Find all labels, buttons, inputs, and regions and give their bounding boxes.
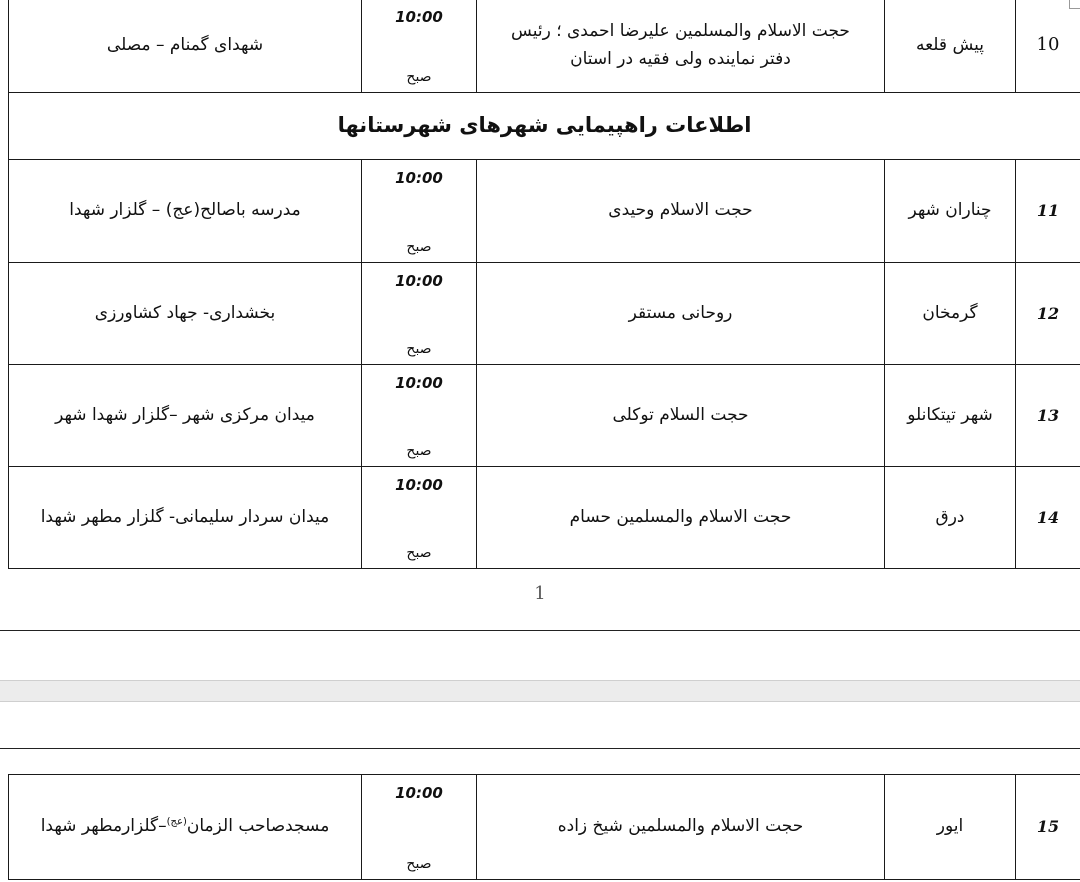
table-row xyxy=(9,263,1080,365)
city-cell: گرمخان xyxy=(885,263,1016,365)
time-value: 10:00 xyxy=(395,8,443,26)
time-cell xyxy=(362,263,477,365)
route-cell: بخشداری- جهاد کشاورزی xyxy=(9,263,362,365)
time-value: 10:00 xyxy=(395,272,443,290)
page-bottom-rule xyxy=(0,630,1080,631)
table-row xyxy=(9,0,1080,93)
time-cell xyxy=(362,365,477,467)
route-cell: مدرسه باصالح(عج) – گلزار شهدا xyxy=(9,160,362,263)
city-cell: پیش قلعه xyxy=(885,0,1016,93)
row-number: 11 xyxy=(1016,160,1080,263)
time-value: 10:00 xyxy=(395,374,443,392)
city-cell: چناران شهر xyxy=(885,160,1016,263)
time-cell xyxy=(362,467,477,569)
march-table-page2 xyxy=(8,774,1080,880)
city-cell: شهر تیتکانلو xyxy=(885,365,1016,467)
route-tail: –گلزارمطهر شهدا xyxy=(40,816,167,837)
march-table-page1 xyxy=(8,0,1080,569)
page-top-rule xyxy=(0,748,1080,749)
speaker-cell: حجت الاسلام والمسلمین حسام xyxy=(477,467,885,569)
ampm-label: صبح xyxy=(406,544,432,561)
time-cell xyxy=(362,0,477,93)
row-number: 10 xyxy=(1016,0,1080,93)
route-cell: شهدای گمنام – مصلی xyxy=(9,0,362,93)
table-row xyxy=(9,775,1080,880)
speaker-cell: حجت الاسلام والمسلمین شیخ زاده xyxy=(477,775,885,880)
page-number: 1 xyxy=(534,583,546,604)
time-value: 10:00 xyxy=(395,784,443,802)
city-cell: ایور xyxy=(885,775,1016,880)
route-cell xyxy=(9,775,362,880)
city-cell: درق xyxy=(885,467,1016,569)
table-row xyxy=(9,160,1080,263)
page-gap xyxy=(0,680,1080,702)
row-number: 15 xyxy=(1016,775,1080,880)
speaker-cell: روحانی مستقر xyxy=(477,263,885,365)
ampm-label: صبح xyxy=(406,238,432,255)
ampm-label: صبح xyxy=(406,855,432,872)
time-value: 10:00 xyxy=(395,476,443,494)
route-cell: میدان مرکزی شهر –گلزار شهدا شهر xyxy=(9,365,362,467)
ampm-label: صبح xyxy=(406,340,432,357)
section-heading: اطلاعات راهپیمایی شهرهای شهرستانها xyxy=(9,93,1080,160)
table-row xyxy=(9,467,1080,569)
speaker-cell: حجت الاسلام والمسلمین علیرضا احمدی ؛ رئیس دفتر نماینده ولی فقیه در استان xyxy=(477,0,885,93)
route-superscript: (عج) xyxy=(166,816,187,828)
route-cell: میدان سردار سلیمانی- گلزار مطهر شهدا xyxy=(9,467,362,569)
time-cell xyxy=(362,160,477,263)
ampm-label: صبح xyxy=(406,442,432,459)
speaker-cell: حجت السلام توکلی xyxy=(477,365,885,467)
route-text: مسجدصاحب الزمان xyxy=(186,816,330,837)
row-number: 12 xyxy=(1016,263,1080,365)
ampm-label: صبح xyxy=(406,68,432,85)
time-value: 10:00 xyxy=(395,169,443,187)
section-heading-row xyxy=(9,93,1080,160)
time-cell xyxy=(362,775,477,880)
row-number: 13 xyxy=(1016,365,1080,467)
speaker-cell: حجت الاسلام وحیدی xyxy=(477,160,885,263)
table-row xyxy=(9,365,1080,467)
row-number: 14 xyxy=(1016,467,1080,569)
